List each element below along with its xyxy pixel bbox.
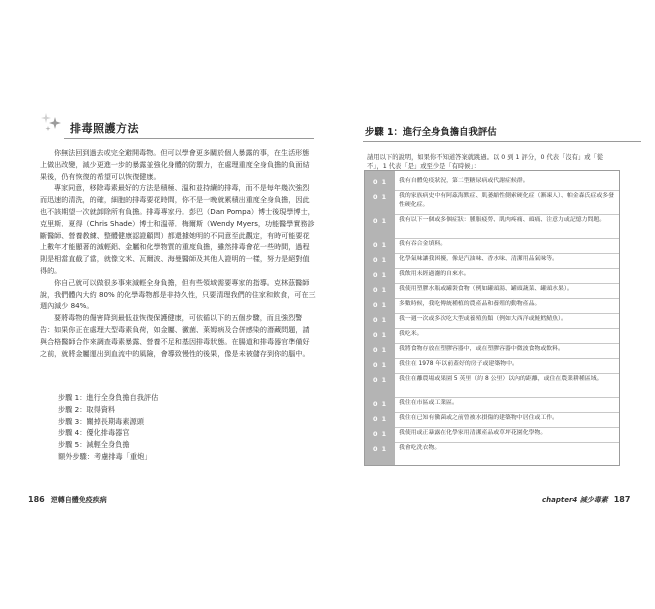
- page-number: 187: [613, 495, 631, 504]
- row-divider: [395, 190, 619, 191]
- score-options: 0 1: [372, 415, 388, 423]
- list-item: [365, 444, 621, 459]
- question-text: 我吃米。: [399, 331, 423, 337]
- list-item: [58, 404, 158, 416]
- paragraph: 你自己就可以做很多事來減輕全身負擔，但有些領域需要專家的指導。克林茲醫師說，我們體內大約 80% 的化學毒物都是非持久性，只要清理我們的住家和飲食，可在三週內減少 84%。: [40, 277, 316, 311]
- list-item: [58, 427, 158, 439]
- row-divider: [395, 238, 619, 239]
- row-divider: [395, 298, 619, 299]
- step-label: 步驟 3：: [58, 416, 87, 426]
- row-divider: [395, 268, 619, 269]
- question-text: 我住在離農場或果園 5 英里（約 8 公里）以內的距離，或住在農業耕種區域。: [399, 376, 603, 382]
- row-divider: [395, 412, 619, 413]
- page-number: 186: [28, 495, 45, 504]
- score-options: 0 1: [372, 178, 388, 186]
- right-page: [327, 0, 655, 609]
- page-footer: [542, 495, 630, 505]
- row-divider: [395, 283, 619, 284]
- body-text: [40, 147, 316, 359]
- list-item: [58, 392, 158, 404]
- step-text: 減輕全身負擔: [86, 440, 130, 450]
- score-options: 0 1: [372, 256, 388, 264]
- question-text: 我有自體免疫狀況，第二型糖尿病或代謝症候群。: [399, 178, 529, 184]
- title-divider: [363, 141, 641, 142]
- row-divider: [395, 328, 619, 329]
- question-text: 多數時候，我吃傳統種植的農產品和養殖的動物產品。: [399, 301, 541, 307]
- step-text: 進行全身負擔自我評估: [86, 393, 159, 402]
- title-divider: [64, 138, 314, 139]
- list-item: [58, 451, 158, 463]
- score-options: 0 1: [372, 346, 388, 354]
- step-label: 步驟 2：: [58, 404, 87, 414]
- list-item: [365, 192, 621, 216]
- row-divider: [395, 313, 619, 314]
- step-text: 優化排毒器官: [86, 428, 130, 438]
- question-text: 我將食物存放在塑膠容器中，或在塑膠容器中微波食物或飲料。: [399, 346, 564, 352]
- score-options: 0 1: [372, 316, 388, 324]
- running-title: chapter4 減少毒素: [542, 496, 608, 504]
- sparkle-icon: [40, 111, 62, 133]
- row-divider: [395, 397, 619, 398]
- row-divider: [395, 214, 619, 215]
- score-options: 0 1: [372, 286, 388, 294]
- question-text: 我住在市區或工業區。: [399, 400, 458, 406]
- list-item: [365, 216, 621, 240]
- score-options: 0 1: [372, 271, 388, 279]
- step-text: 關掉長期毒素源頭: [86, 416, 144, 426]
- step-label: 步驟 4：: [58, 428, 87, 438]
- list-item: [58, 439, 158, 451]
- question-text: 我使用或正暴露在化學家用清潔產品或草坪花園化學物。: [399, 430, 547, 436]
- step-label: 步驟 5：: [58, 440, 87, 450]
- score-options: 0 1: [372, 361, 388, 369]
- score-options: 0 1: [372, 241, 388, 249]
- instructions-text: 請用以下的說明，如果你不知道答案就跳過。以 0 到 1 評分，0 代表「沒有」或「從不」，1 代表「是」或至少是「有時候」：: [367, 154, 604, 171]
- question-text: 我住在 1978 年以前蓋好的房子或建築物中。: [399, 361, 518, 367]
- row-divider: [395, 253, 619, 254]
- question-text: 我的家族病史中有阿茲海默症、肌萎縮性側索硬化症（漸凍人）、帕金森氏症或多發性硬化症。: [399, 193, 615, 209]
- list-item: [365, 375, 621, 399]
- score-options: 0 1: [372, 400, 388, 408]
- list-item: [58, 416, 158, 428]
- step-label: 額外步驟：: [58, 451, 94, 461]
- row-divider: [395, 343, 619, 344]
- row-divider: [395, 442, 619, 443]
- question-text: 我住在已知有黴菌或之前曾被水損傷的建築物中居住或工作。: [399, 415, 559, 421]
- score-options: 0 1: [372, 445, 388, 453]
- running-title: 逆轉自體免疫疾病: [50, 496, 107, 504]
- step-text: 考慮排毒「重炮」: [93, 451, 152, 461]
- step-text: 取得資料: [86, 404, 116, 414]
- score-options: 0 1: [372, 430, 388, 438]
- score-options: 0 1: [372, 193, 388, 201]
- question-text: 我有以下一個或多個症狀：腫脹疲勞、肌肉疼痛、頭痛、注意力或記憶力問題。: [399, 217, 606, 223]
- paragraph: 你無法回到過去或完全避開毒物。但可以學會更多關於個人暴露的事，在生活形態上做出改變，減少更進一步的暴露並強化身體的防禦力，在處理重度全身負擔的負面結果後，仍有恢復的希望可以恢復健康。: [40, 148, 310, 181]
- question-text: 化學氣味讓我困擾，像是汽油味、香水味、清潔用品氣味等。: [399, 256, 559, 262]
- score-options: 0 1: [372, 301, 388, 309]
- question-text: 我飲用未經過濾的自來水。: [399, 271, 470, 277]
- question-text: 我有吞合金填料。: [399, 241, 447, 247]
- left-page: [0, 0, 327, 609]
- steps-list: [58, 392, 158, 463]
- paragraph: 要將毒物的傷害降到最低並恢復保護健康，可依循以下的五個步驟，而且強烈警告：如果你正在處理大型毒素負荷，如金屬、黴菌、萊姆病及合併感染的潛藏問題，請與合格醫師合作來調查毒素暴露、營養不足和基因排毒狀態。在腸道和排毒器官準備好之前，就將金屬運出到血流中的風險，會導致慢性的後果，像是未被儲存到你的腦中。: [40, 313, 310, 358]
- page-footer: [28, 495, 107, 505]
- score-options: 0 1: [372, 331, 388, 339]
- questionnaire-box: [364, 170, 620, 466]
- score-options: 0 1: [372, 376, 388, 384]
- question-text: 我會吃洗衣物。: [399, 445, 441, 451]
- paragraph: 專家同意，移除毒素最好的方法是積極、溫和並持續的排毒，而不是每年幾次強烈而迅速的清洗，的確，細胞的排毒要花時間，你不是一晚就累積出重度全身負擔，因此也不該期望一次就卸除所有負擔。排毒專家丹．彭巴（Dan Pompa）博士後現學博士，克里斯．夏得（Chris Shade）博士和溫蒂．梅爾斯（Wendy Myers，功能醫學實務診斷醫師、營養教練、整體健康認證顧問）都還據她明的不同意至此觀定，有時可能要花上數年才能顯著的減輕鋁、金屬和化學物質的重度負擔，雖然排毒會花一些時間，過程則是相當直截了當，就像文米、瓦爾波、海曼醫師及其他人證明的一樣，努力是絕對值得的。: [40, 183, 315, 275]
- step-label: 步驟 1：: [58, 393, 87, 402]
- question-text: 我一週一次或多次吃大型或養殖魚類（例如大西洋或鮭鱈鯖魚）。: [399, 316, 567, 322]
- question-text: 我使用塑膠水瓶或罐裝食物（例如罐頭湯、罐頭蔬菜、罐頭水果）。: [399, 286, 573, 292]
- row-divider: [395, 427, 619, 428]
- row-divider: [395, 373, 619, 374]
- row-divider: [395, 358, 619, 359]
- score-options: 0 1: [372, 217, 388, 225]
- page-title: 步驟 1：進行全身負擔自我評估: [365, 127, 497, 138]
- section-title: 排毒照護方法: [70, 122, 139, 135]
